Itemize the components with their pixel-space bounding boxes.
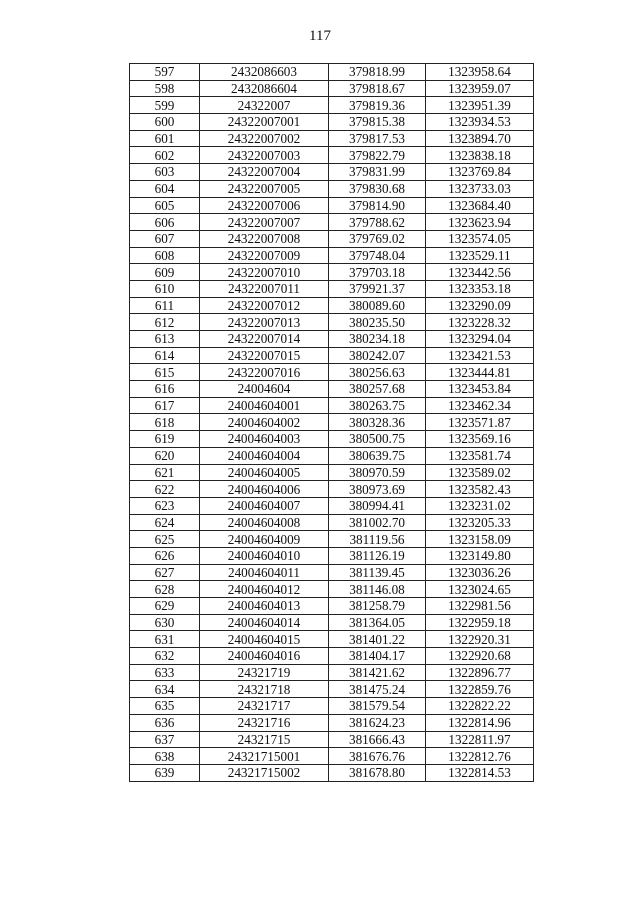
y-coordinate-cell: 1323231.02 bbox=[426, 497, 534, 514]
point-id-cell: 24321715 bbox=[200, 731, 329, 748]
x-coordinate-cell: 380328.36 bbox=[329, 414, 426, 431]
table-row bbox=[130, 130, 534, 147]
point-id-cell: 24004604006 bbox=[200, 481, 329, 498]
table-row bbox=[130, 247, 534, 264]
table-row bbox=[130, 681, 534, 698]
x-coordinate-cell: 379769.02 bbox=[329, 230, 426, 247]
y-coordinate-cell: 1323353.18 bbox=[426, 280, 534, 297]
x-coordinate-cell: 381126.19 bbox=[329, 547, 426, 564]
point-id-cell: 24322007012 bbox=[200, 297, 329, 314]
table-row bbox=[130, 64, 534, 81]
table-row bbox=[130, 264, 534, 281]
x-coordinate-cell: 380256.63 bbox=[329, 364, 426, 381]
page-number: 117 bbox=[309, 28, 331, 44]
point-id-cell: 24004604016 bbox=[200, 648, 329, 665]
x-coordinate-cell: 380994.41 bbox=[329, 497, 426, 514]
y-coordinate-cell: 1323290.09 bbox=[426, 297, 534, 314]
y-coordinate-cell: 1323769.84 bbox=[426, 164, 534, 181]
point-id-cell: 24322007001 bbox=[200, 114, 329, 131]
table-row bbox=[130, 731, 534, 748]
x-coordinate-cell: 380235.50 bbox=[329, 314, 426, 331]
point-id-cell: 24004604001 bbox=[200, 397, 329, 414]
y-coordinate-cell: 1323838.18 bbox=[426, 147, 534, 164]
y-coordinate-cell: 1322814.96 bbox=[426, 714, 534, 731]
x-coordinate-cell: 380234.18 bbox=[329, 331, 426, 348]
row-number-cell: 608 bbox=[130, 247, 200, 264]
row-number-cell: 621 bbox=[130, 464, 200, 481]
table-row bbox=[130, 314, 534, 331]
y-coordinate-cell: 1323444.81 bbox=[426, 364, 534, 381]
point-id-cell: 24004604011 bbox=[200, 564, 329, 581]
y-coordinate-cell: 1322959.18 bbox=[426, 614, 534, 631]
table-row bbox=[130, 614, 534, 631]
row-number-cell: 612 bbox=[130, 314, 200, 331]
row-number-cell: 597 bbox=[130, 64, 200, 81]
y-coordinate-cell: 1323958.64 bbox=[426, 64, 534, 81]
x-coordinate-cell: 381401.22 bbox=[329, 631, 426, 648]
row-number-cell: 598 bbox=[130, 80, 200, 97]
table-row bbox=[130, 381, 534, 398]
y-coordinate-cell: 1323294.04 bbox=[426, 331, 534, 348]
x-coordinate-cell: 379921.37 bbox=[329, 280, 426, 297]
row-number-cell: 638 bbox=[130, 748, 200, 765]
point-id-cell: 24004604002 bbox=[200, 414, 329, 431]
table-row bbox=[130, 147, 534, 164]
row-number-cell: 630 bbox=[130, 614, 200, 631]
y-coordinate-cell: 1322822.22 bbox=[426, 698, 534, 715]
table-row bbox=[130, 497, 534, 514]
row-number-cell: 624 bbox=[130, 514, 200, 531]
x-coordinate-cell: 381146.08 bbox=[329, 581, 426, 598]
row-number-cell: 622 bbox=[130, 481, 200, 498]
row-number-cell: 631 bbox=[130, 631, 200, 648]
point-id-cell: 24322007002 bbox=[200, 130, 329, 147]
table-body bbox=[130, 64, 534, 782]
x-coordinate-cell: 379818.99 bbox=[329, 64, 426, 81]
point-id-cell: 24321717 bbox=[200, 698, 329, 715]
point-id-cell: 24004604010 bbox=[200, 547, 329, 564]
point-id-cell: 24322007013 bbox=[200, 314, 329, 331]
row-number-cell: 637 bbox=[130, 731, 200, 748]
row-number-cell: 625 bbox=[130, 531, 200, 548]
table-row bbox=[130, 414, 534, 431]
x-coordinate-cell: 381579.54 bbox=[329, 698, 426, 715]
row-number-cell: 614 bbox=[130, 347, 200, 364]
row-number-cell: 623 bbox=[130, 497, 200, 514]
table-row bbox=[130, 698, 534, 715]
y-coordinate-cell: 1322814.53 bbox=[426, 764, 534, 781]
x-coordinate-cell: 381475.24 bbox=[329, 681, 426, 698]
y-coordinate-cell: 1322920.68 bbox=[426, 648, 534, 665]
point-id-cell: 24321716 bbox=[200, 714, 329, 731]
point-id-cell: 24322007006 bbox=[200, 197, 329, 214]
row-number-cell: 613 bbox=[130, 331, 200, 348]
x-coordinate-cell: 379788.62 bbox=[329, 214, 426, 231]
x-coordinate-cell: 381676.76 bbox=[329, 748, 426, 765]
row-number-cell: 603 bbox=[130, 164, 200, 181]
x-coordinate-cell: 379748.04 bbox=[329, 247, 426, 264]
y-coordinate-cell: 1323589.02 bbox=[426, 464, 534, 481]
table-row bbox=[130, 547, 534, 564]
point-id-cell: 24322007010 bbox=[200, 264, 329, 281]
row-number-cell: 605 bbox=[130, 197, 200, 214]
y-coordinate-cell: 1323024.65 bbox=[426, 581, 534, 598]
y-coordinate-cell: 1323733.03 bbox=[426, 180, 534, 197]
point-id-cell: 2432086604 bbox=[200, 80, 329, 97]
row-number-cell: 620 bbox=[130, 447, 200, 464]
table-row bbox=[130, 564, 534, 581]
point-id-cell: 24004604013 bbox=[200, 598, 329, 615]
point-id-cell: 24004604015 bbox=[200, 631, 329, 648]
row-number-cell: 617 bbox=[130, 397, 200, 414]
y-coordinate-cell: 1323623.94 bbox=[426, 214, 534, 231]
x-coordinate-cell: 381119.56 bbox=[329, 531, 426, 548]
table-row bbox=[130, 581, 534, 598]
row-number-cell: 634 bbox=[130, 681, 200, 698]
table-row bbox=[130, 97, 534, 114]
table-row bbox=[130, 397, 534, 414]
point-id-cell: 24321715001 bbox=[200, 748, 329, 765]
x-coordinate-cell: 379815.38 bbox=[329, 114, 426, 131]
y-coordinate-cell: 1323205.33 bbox=[426, 514, 534, 531]
table-row bbox=[130, 197, 534, 214]
x-coordinate-cell: 381139.45 bbox=[329, 564, 426, 581]
point-id-cell: 24004604012 bbox=[200, 581, 329, 598]
y-coordinate-cell: 1323951.39 bbox=[426, 97, 534, 114]
table-row bbox=[130, 598, 534, 615]
table-row bbox=[130, 531, 534, 548]
row-number-cell: 601 bbox=[130, 130, 200, 147]
y-coordinate-cell: 1323228.32 bbox=[426, 314, 534, 331]
point-id-cell: 24004604004 bbox=[200, 447, 329, 464]
x-coordinate-cell: 380263.75 bbox=[329, 397, 426, 414]
x-coordinate-cell: 380089.60 bbox=[329, 297, 426, 314]
x-coordinate-cell: 379818.67 bbox=[329, 80, 426, 97]
y-coordinate-cell: 1323158.09 bbox=[426, 531, 534, 548]
x-coordinate-cell: 379817.53 bbox=[329, 130, 426, 147]
y-coordinate-cell: 1323934.53 bbox=[426, 114, 534, 131]
y-coordinate-cell: 1322812.76 bbox=[426, 748, 534, 765]
y-coordinate-cell: 1323684.40 bbox=[426, 197, 534, 214]
y-coordinate-cell: 1323149.80 bbox=[426, 547, 534, 564]
row-number-cell: 618 bbox=[130, 414, 200, 431]
row-number-cell: 636 bbox=[130, 714, 200, 731]
point-id-cell: 24322007003 bbox=[200, 147, 329, 164]
table-row bbox=[130, 431, 534, 448]
y-coordinate-cell: 1323569.16 bbox=[426, 431, 534, 448]
table-row bbox=[130, 714, 534, 731]
point-id-cell: 24004604007 bbox=[200, 497, 329, 514]
row-number-cell: 619 bbox=[130, 431, 200, 448]
row-number-cell: 626 bbox=[130, 547, 200, 564]
x-coordinate-cell: 381421.62 bbox=[329, 664, 426, 681]
point-id-cell: 24322007007 bbox=[200, 214, 329, 231]
point-id-cell: 24322007009 bbox=[200, 247, 329, 264]
y-coordinate-cell: 1323529.11 bbox=[426, 247, 534, 264]
x-coordinate-cell: 379830.68 bbox=[329, 180, 426, 197]
row-number-cell: 632 bbox=[130, 648, 200, 665]
table-row bbox=[130, 297, 534, 314]
point-id-cell: 24004604009 bbox=[200, 531, 329, 548]
point-id-cell: 24321718 bbox=[200, 681, 329, 698]
table-row bbox=[130, 80, 534, 97]
x-coordinate-cell: 381002.70 bbox=[329, 514, 426, 531]
table-row bbox=[130, 648, 534, 665]
table-row bbox=[130, 464, 534, 481]
row-number-cell: 604 bbox=[130, 180, 200, 197]
row-number-cell: 611 bbox=[130, 297, 200, 314]
x-coordinate-cell: 380970.59 bbox=[329, 464, 426, 481]
row-number-cell: 616 bbox=[130, 381, 200, 398]
table-row bbox=[130, 280, 534, 297]
table-row bbox=[130, 230, 534, 247]
x-coordinate-cell: 381364.05 bbox=[329, 614, 426, 631]
x-coordinate-cell: 380973.69 bbox=[329, 481, 426, 498]
y-coordinate-cell: 1322920.31 bbox=[426, 631, 534, 648]
x-coordinate-cell: 381678.80 bbox=[329, 764, 426, 781]
row-number-cell: 627 bbox=[130, 564, 200, 581]
row-number-cell: 607 bbox=[130, 230, 200, 247]
row-number-cell: 610 bbox=[130, 280, 200, 297]
y-coordinate-cell: 1323453.84 bbox=[426, 381, 534, 398]
x-coordinate-cell: 380257.68 bbox=[329, 381, 426, 398]
row-number-cell: 635 bbox=[130, 698, 200, 715]
point-id-cell: 24322007015 bbox=[200, 347, 329, 364]
x-coordinate-cell: 379703.18 bbox=[329, 264, 426, 281]
table-row bbox=[130, 364, 534, 381]
row-number-cell: 602 bbox=[130, 147, 200, 164]
row-number-cell: 599 bbox=[130, 97, 200, 114]
point-id-cell: 24322007 bbox=[200, 97, 329, 114]
point-id-cell: 24321719 bbox=[200, 664, 329, 681]
point-id-cell: 24322007008 bbox=[200, 230, 329, 247]
table-row bbox=[130, 764, 534, 781]
table-row bbox=[130, 164, 534, 181]
y-coordinate-cell: 1323894.70 bbox=[426, 130, 534, 147]
y-coordinate-cell: 1323582.43 bbox=[426, 481, 534, 498]
y-coordinate-cell: 1323421.53 bbox=[426, 347, 534, 364]
point-id-cell: 24004604008 bbox=[200, 514, 329, 531]
point-id-cell: 24322007004 bbox=[200, 164, 329, 181]
coordinate-table bbox=[129, 63, 534, 782]
x-coordinate-cell: 380639.75 bbox=[329, 447, 426, 464]
row-number-cell: 639 bbox=[130, 764, 200, 781]
table-row bbox=[130, 514, 534, 531]
table-row bbox=[130, 631, 534, 648]
point-id-cell: 2432086603 bbox=[200, 64, 329, 81]
point-id-cell: 24004604003 bbox=[200, 431, 329, 448]
y-coordinate-cell: 1323036.26 bbox=[426, 564, 534, 581]
table-row bbox=[130, 180, 534, 197]
point-id-cell: 24322007016 bbox=[200, 364, 329, 381]
table-row bbox=[130, 114, 534, 131]
y-coordinate-cell: 1323442.56 bbox=[426, 264, 534, 281]
point-id-cell: 24004604005 bbox=[200, 464, 329, 481]
row-number-cell: 606 bbox=[130, 214, 200, 231]
y-coordinate-cell: 1322981.56 bbox=[426, 598, 534, 615]
x-coordinate-cell: 381404.17 bbox=[329, 648, 426, 665]
table-row bbox=[130, 447, 534, 464]
x-coordinate-cell: 379819.36 bbox=[329, 97, 426, 114]
table-row bbox=[130, 664, 534, 681]
y-coordinate-cell: 1322859.76 bbox=[426, 681, 534, 698]
row-number-cell: 628 bbox=[130, 581, 200, 598]
row-number-cell: 600 bbox=[130, 114, 200, 131]
x-coordinate-cell: 380242.07 bbox=[329, 347, 426, 364]
y-coordinate-cell: 1323571.87 bbox=[426, 414, 534, 431]
y-coordinate-cell: 1323959.07 bbox=[426, 80, 534, 97]
point-id-cell: 24321715002 bbox=[200, 764, 329, 781]
x-coordinate-cell: 379822.79 bbox=[329, 147, 426, 164]
row-number-cell: 615 bbox=[130, 364, 200, 381]
y-coordinate-cell: 1322811.97 bbox=[426, 731, 534, 748]
table-row bbox=[130, 347, 534, 364]
y-coordinate-cell: 1323574.05 bbox=[426, 230, 534, 247]
row-number-cell: 609 bbox=[130, 264, 200, 281]
x-coordinate-cell: 379814.90 bbox=[329, 197, 426, 214]
point-id-cell: 24322007011 bbox=[200, 280, 329, 297]
row-number-cell: 633 bbox=[130, 664, 200, 681]
table-row bbox=[130, 481, 534, 498]
table-row bbox=[130, 331, 534, 348]
x-coordinate-cell: 381666.43 bbox=[329, 731, 426, 748]
table-row bbox=[130, 214, 534, 231]
x-coordinate-cell: 379831.99 bbox=[329, 164, 426, 181]
point-id-cell: 24322007014 bbox=[200, 331, 329, 348]
x-coordinate-cell: 380500.75 bbox=[329, 431, 426, 448]
x-coordinate-cell: 381624.23 bbox=[329, 714, 426, 731]
y-coordinate-cell: 1322896.77 bbox=[426, 664, 534, 681]
point-id-cell: 24322007005 bbox=[200, 180, 329, 197]
x-coordinate-cell: 381258.79 bbox=[329, 598, 426, 615]
row-number-cell: 629 bbox=[130, 598, 200, 615]
table-row bbox=[130, 748, 534, 765]
y-coordinate-cell: 1323462.34 bbox=[426, 397, 534, 414]
point-id-cell: 24004604 bbox=[200, 381, 329, 398]
y-coordinate-cell: 1323581.74 bbox=[426, 447, 534, 464]
point-id-cell: 24004604014 bbox=[200, 614, 329, 631]
